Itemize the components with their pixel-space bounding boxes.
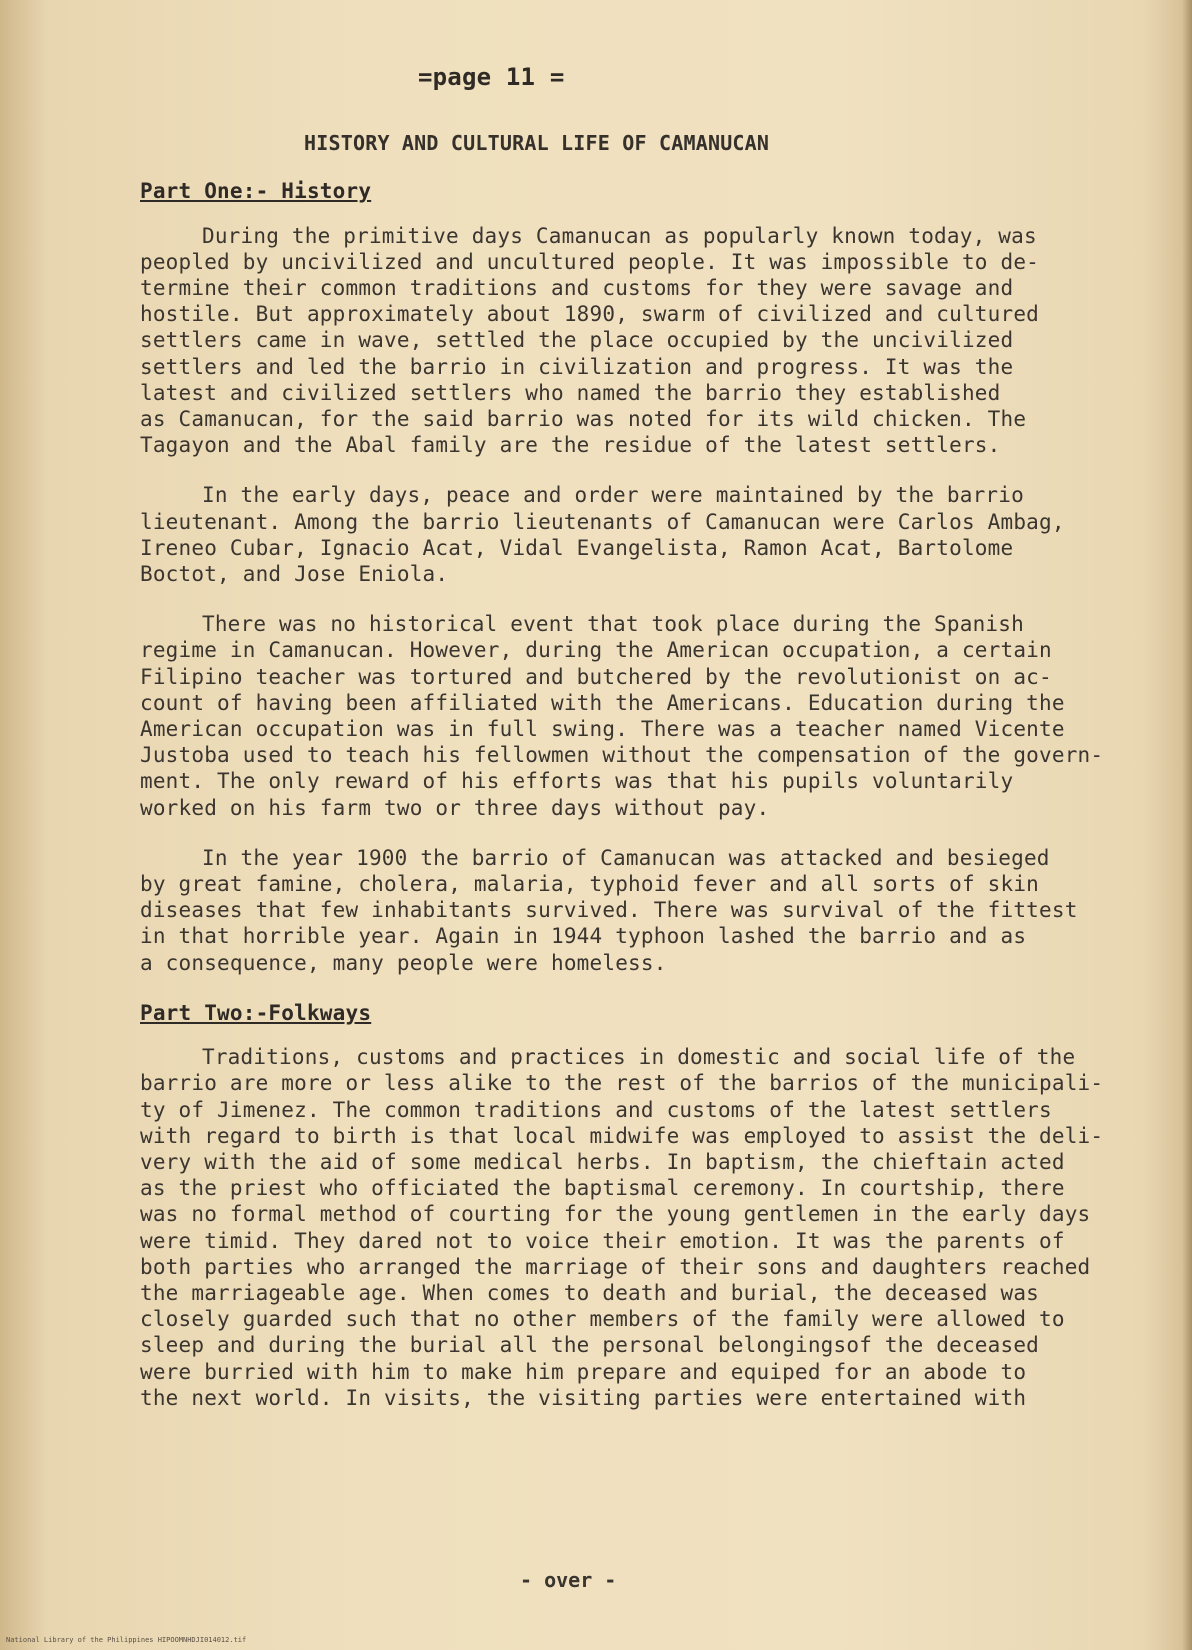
text-line: Justoba used to teach his fellowmen without the compensation of the govern- (140, 743, 1104, 768)
text-line: was no formal method of courting for the young gentlemen in the early days (140, 1202, 1091, 1227)
scan-footer: National Library of the Philippines HIPOOMNHDJI014012.tif (6, 1636, 247, 1644)
text-line: as Camanucan, for the said barrio was noted for its wild chicken. The (140, 407, 1027, 432)
text-line: peopled by uncivilized and uncultured people. It was impossible to de- (140, 249, 1040, 274)
text-line: by great famine, cholera, malaria, typhoid fever and all sorts of skin (140, 872, 1040, 897)
text-line: ment. The only reward of his efforts was that his pupils voluntarily (140, 769, 1014, 794)
text-line: very with the aid of some medical herbs. In baptism, the chieftain acted (140, 1149, 1065, 1174)
text-line: the next world. In visits, the visiting parties were entertained with (140, 1385, 1027, 1410)
text-line: both parties who arranged the marriage of their sons and daughters reached (140, 1254, 1091, 1279)
text-line: There was no historical event that took place during the Spanish (202, 612, 1024, 637)
text-line: as the priest who officiated the baptismal ceremony. In courtship, there (140, 1176, 1065, 1201)
text-line: in that horrible year. Again in 1944 typhoon lashed the barrio and as (140, 924, 1027, 949)
page-continuation-marker: - over - (520, 1568, 617, 1592)
text-line: hostile. But approximately about 1890, swarm of civilized and cultured (140, 302, 1040, 327)
text-line: with regard to birth is that local midwife was employed to assist the deli- (140, 1123, 1104, 1148)
text-line: Filipino teacher was tortured and butchered by the revolutionist on ac- (140, 664, 1052, 689)
text-line: barrio are more or less alike to the rest of the barrios of the municipali- (140, 1071, 1104, 1096)
text-line: In the year 1900 the barrio of Camanucan was attacked and besieged (202, 845, 1050, 870)
text-line: closely guarded such that no other members of the family were allowed to (140, 1307, 1065, 1332)
text-line: were timid. They dared not to voice their emotion. It was the parents of (140, 1228, 1065, 1253)
text-line: sleep and during the burial all the personal belongingsof the deceased (140, 1333, 1040, 1358)
page-edge-shadow (1182, 0, 1192, 1650)
text-line: diseases that few inhabitants survived. There was survival of the fittest (140, 898, 1078, 923)
document-title: HISTORY AND CULTURAL LIFE OF CAMANUCAN (304, 131, 770, 156)
paragraph-history-4 (140, 845, 1100, 976)
text-line: American occupation was in full swing. There was a teacher named Vicente (140, 717, 1065, 742)
text-line: regime in Camanucan. However, during the American occupation, a certain (140, 638, 1052, 663)
text-line: Tagayon and the Abal family are the residue of the latest settlers. (140, 433, 1001, 458)
text-line: worked on his farm two or three days without pay. (140, 795, 770, 820)
text-line: were burried with him to make him prepare and equiped for an abode to (140, 1359, 1027, 1384)
text-line: count of having been affiliated with the Americans. Education during the (140, 690, 1065, 715)
text-line: Traditions, customs and practices in domestic and social life of the (202, 1045, 1076, 1070)
text-line: In the early days, peace and order were maintained by the barrio (202, 483, 1024, 508)
text-line: Ireneo Cubar, Ignacio Acat, Vidal Evangelista, Ramon Acat, Bartolome (140, 535, 1014, 560)
text-line: settlers came in wave, settled the place occupied by the uncivilized (140, 328, 1014, 353)
text-line: latest and civilized settlers who named the barrio they established (140, 380, 1001, 405)
text-line: settlers and led the barrio in civilization and progress. It was the (140, 354, 1014, 379)
document-body (140, 60, 1104, 1435)
part-two-heading: Part Two:-Folkways (140, 1000, 372, 1025)
text-line: the marriageable age. When comes to death and burial, the deceased was (140, 1280, 1040, 1305)
paragraph-folkways-1 (140, 1044, 1104, 1411)
text-line: ty of Jimenez. The common traditions and customs of the latest settlers (140, 1097, 1052, 1122)
paragraph-history-3 (140, 611, 1104, 821)
paragraph-history-2 (140, 482, 1100, 587)
text-line: lieutenant. Among the barrio lieutenants of Camanucan were Carlos Ambag, (140, 509, 1065, 534)
part-one-heading: Part One:- History (140, 179, 372, 204)
text-line: termine their common traditions and customs for they were savage and (140, 276, 1014, 301)
text-line: a consequence, many people were homeless. (140, 950, 667, 975)
text-line: Boctot, and Jose Eniola. (140, 562, 449, 587)
page-number: =page 11 = (418, 63, 565, 91)
paragraph-history-1 (140, 223, 1100, 459)
text-line: During the primitive days Camanucan as popularly known today, was (202, 223, 1037, 248)
